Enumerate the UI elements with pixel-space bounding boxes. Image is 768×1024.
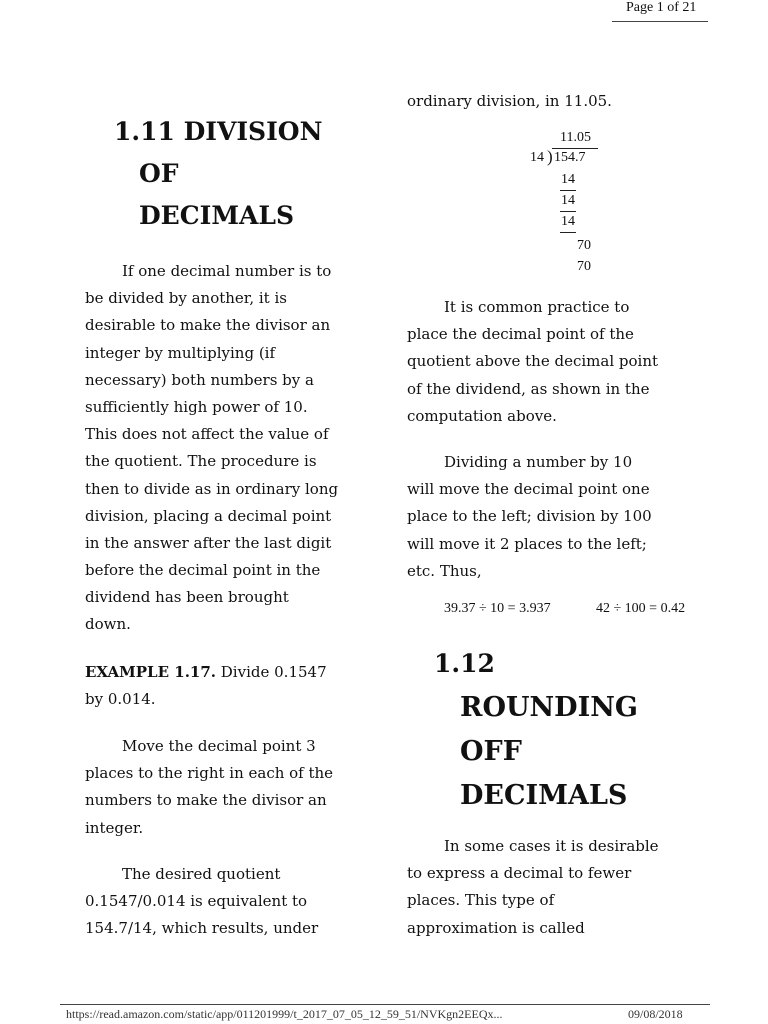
text-line: in the answer after the last digit (85, 533, 332, 552)
text-line: necessary) both numbers by a (85, 370, 314, 389)
paragraph-common-practice (407, 294, 658, 430)
text-line: integer by multiplying (if (85, 343, 276, 362)
text-line: of the dividend, as shown in the (407, 379, 650, 398)
text-line: desirable to make the divisor an (85, 316, 331, 335)
text-line: etc. Thus, (407, 561, 482, 580)
division-bar (552, 148, 598, 149)
example-line (85, 659, 327, 686)
text-line: division, placing a decimal point (85, 506, 332, 525)
section-heading-division-of-decimals (114, 111, 322, 237)
step-value: 14 (561, 193, 575, 208)
text-line: will move it 2 places to the left; (407, 534, 647, 553)
continuation-text: ordinary division, in 11.05. (407, 92, 612, 110)
heading-line: ROUNDING (460, 692, 638, 723)
footer-url: https://read.amazon.com/static/app/011201999/t_2017_07_05_12_59_51/NVKgn2EEQx... (66, 1007, 503, 1021)
header-divider (612, 21, 708, 22)
equation-2: 42 ÷ 100 = 0.42 (596, 601, 686, 616)
text-line: 0.1547/0.014 is equivalent to (85, 892, 308, 911)
equation-1: 39.37 ÷ 10 = 3.937 (444, 601, 551, 616)
section-heading-rounding-off-decimals (434, 642, 638, 818)
long-division (520, 130, 620, 280)
text-line: This does not affect the value of (85, 425, 329, 444)
text-line: 154.7/14, which results, under (85, 919, 319, 938)
paragraph-rounding-intro (407, 833, 659, 942)
text-line: the quotient. The procedure is (85, 452, 317, 471)
example-line: by 0.014. (85, 690, 156, 709)
heading-line: OFF (460, 736, 522, 767)
text-line: places to the right in each of the (85, 764, 334, 783)
paragraph-desired-quotient (85, 861, 318, 943)
paragraph-division-intro (85, 258, 338, 639)
text-line: In some cases it is desirable (444, 837, 659, 855)
step-value: 70 (577, 238, 591, 253)
footer-date: 09/08/2018 (628, 1007, 683, 1021)
text-line: down. (85, 615, 131, 634)
text-line: will move the decimal point one (407, 480, 650, 499)
example-label: EXAMPLE 1.17. (85, 663, 217, 681)
text-line: integer. (85, 818, 144, 837)
text-line: sufficiently high power of 10. (85, 397, 308, 416)
dividend: 154.7 (554, 150, 586, 165)
text-line: dividend has been brought (85, 588, 289, 607)
text-line: Dividing a number by 10 (444, 453, 633, 471)
step-value: 14 (561, 172, 575, 187)
step-rule (560, 190, 576, 191)
paragraph-move-decimal (85, 733, 333, 842)
division-bracket: ) (547, 147, 553, 166)
page-number: Page 1 of 21 (626, 0, 697, 15)
step-value: 14 (561, 214, 575, 229)
text-line: computation above. (407, 406, 557, 425)
heading-line: 1.12 (434, 649, 495, 678)
heading-line: DECIMALS (460, 780, 628, 811)
text-line: Move the decimal point 3 (122, 737, 316, 755)
footer-divider (60, 1004, 710, 1005)
text-line: then to divide as in ordinary long (85, 479, 339, 498)
text-line: quotient above the decimal point (407, 352, 659, 371)
text-line: place the decimal point of the (407, 325, 634, 344)
text-line: approximation is called (407, 918, 585, 937)
example-text: Divide 0.1547 (216, 663, 327, 681)
step-rule (560, 211, 576, 212)
heading-line: OF (139, 159, 179, 188)
step-rule (560, 232, 576, 233)
text-line: The desired quotient (122, 865, 281, 883)
paragraph-dividing-by-10 (407, 449, 652, 585)
text-line: be divided by another, it is (85, 289, 287, 308)
quotient: 11.05 (560, 130, 591, 145)
text-line: to express a decimal to fewer (407, 864, 632, 883)
divisor: 14 (530, 150, 544, 165)
step-value: 70 (577, 259, 591, 274)
heading-line: DECIMALS (139, 201, 295, 230)
text-line: places. This type of (407, 891, 555, 910)
text-line: before the decimal point in the (85, 561, 321, 580)
text-line: numbers to make the divisor an (85, 791, 327, 810)
text-line: It is common practice to (444, 298, 630, 316)
example-1-17 (85, 659, 327, 713)
heading-line: 1.11 DIVISION (114, 117, 323, 146)
text-line: place to the left; division by 100 (407, 507, 652, 526)
text-line: If one decimal number is to (122, 262, 332, 280)
